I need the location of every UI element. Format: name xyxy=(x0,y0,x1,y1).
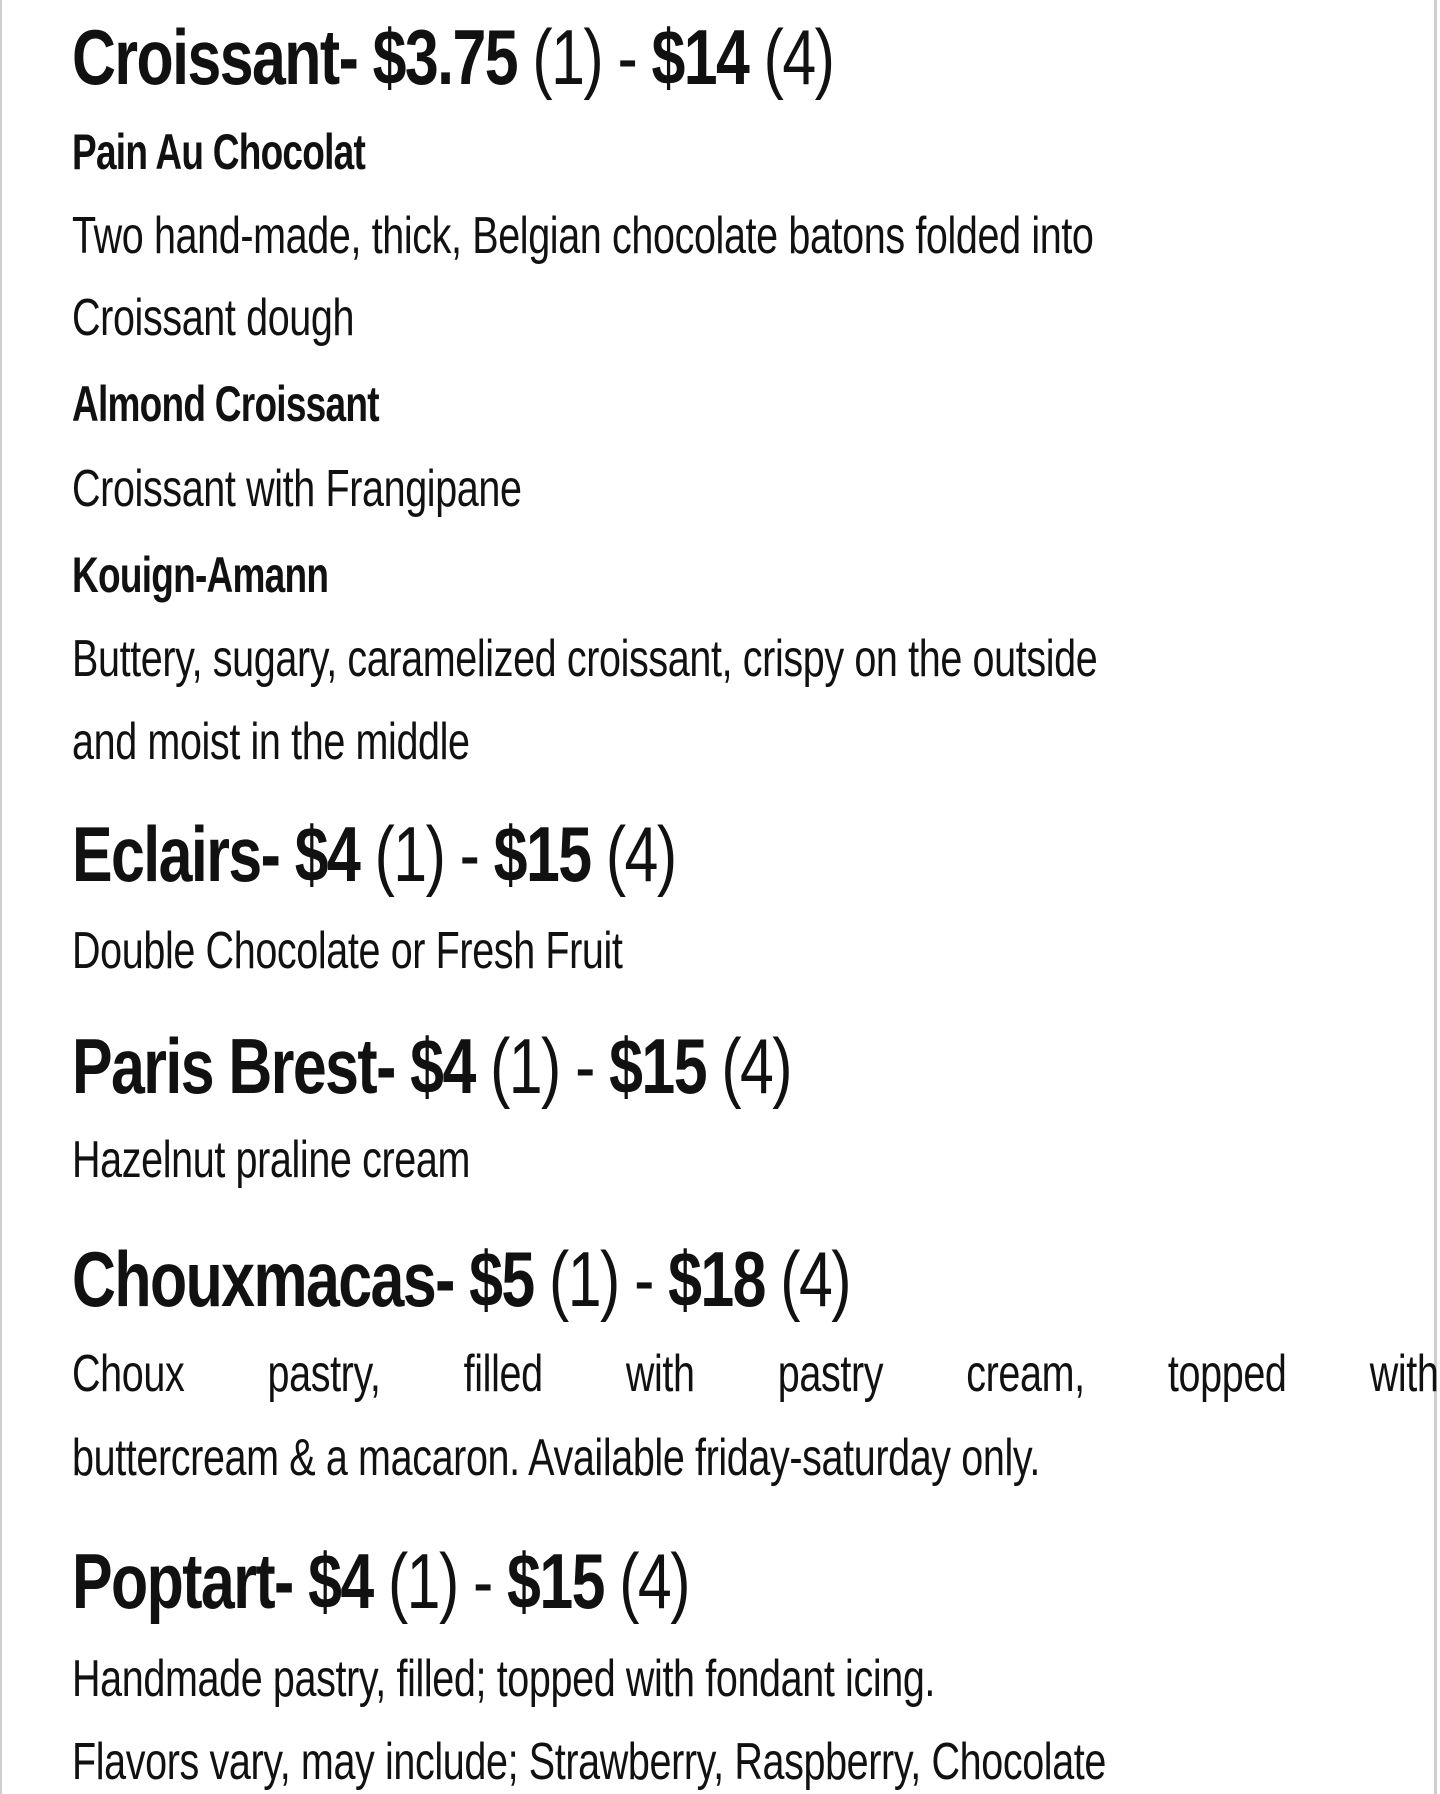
kouign-amann-title: Kouign-Amann xyxy=(72,547,329,603)
quantity-single: (1) - xyxy=(533,1235,669,1323)
price-single: $3.75 xyxy=(372,13,518,101)
croissant-heading xyxy=(72,13,834,101)
item-name: Paris Brest- xyxy=(72,1022,411,1110)
quantity-single: (1) - xyxy=(517,13,652,101)
chouxmacas-heading xyxy=(72,1235,850,1323)
description-word: Choux xyxy=(72,1345,185,1403)
kouign-amann-description: and moist in the middle xyxy=(72,713,470,771)
pain-au-chocolat-description: Two hand-made, thick, Belgian chocolate batons folded into xyxy=(72,207,1094,265)
kouign-amann-description: Buttery, sugary, caramelized croissant, crispy on the outside xyxy=(72,630,1098,688)
price-four: $14 xyxy=(651,13,749,101)
price-single: $4 xyxy=(308,1537,373,1625)
quantity-four: (4) xyxy=(705,1022,791,1110)
price-four: $15 xyxy=(493,810,591,898)
poptart-description: Flavors vary, may include; Strawberry, Raspberry, Chocolate xyxy=(72,1733,1107,1791)
quantity-four: (4) xyxy=(603,1537,689,1625)
eclairs-heading xyxy=(72,810,676,898)
description-word: pastry xyxy=(777,1345,884,1403)
price-four: $15 xyxy=(507,1537,604,1625)
description-word: filled xyxy=(463,1345,543,1403)
eclairs-description: Double Chocolate or Fresh Fruit xyxy=(72,922,623,980)
description-word: topped xyxy=(1167,1345,1287,1403)
almond-croissant-description: Croissant with Frangipane xyxy=(72,460,522,518)
quantity-four: (4) xyxy=(764,1235,850,1323)
chouxmacas-description: buttercream & a macaron. Available friday-saturday only. xyxy=(72,1429,1040,1487)
description-word: pastry, xyxy=(267,1345,381,1403)
almond-croissant-title: Almond Croissant xyxy=(72,376,379,432)
description-word: with xyxy=(1369,1345,1439,1403)
quantity-single: (1) - xyxy=(474,1022,610,1110)
price-four: $18 xyxy=(668,1235,765,1323)
item-name: Eclairs- xyxy=(72,810,295,898)
paris-brest-heading xyxy=(72,1022,791,1110)
item-name: Chouxmacas- xyxy=(72,1235,470,1323)
pain-au-chocolat-title: Pain Au Chocolat xyxy=(72,124,366,180)
chouxmacas-description-justified xyxy=(72,1345,1439,1403)
paris-brest-description: Hazelnut praline cream xyxy=(72,1131,471,1189)
quantity-four: (4) xyxy=(590,810,676,898)
poptart-heading xyxy=(72,1537,689,1625)
poptart-description: Handmade pastry, filled; topped with fondant icing. xyxy=(72,1650,936,1708)
quantity-single: (1) - xyxy=(359,810,494,898)
price-single: $5 xyxy=(469,1235,534,1323)
item-name: Poptart- xyxy=(72,1537,309,1625)
item-name: Croissant- xyxy=(72,13,373,101)
pain-au-chocolat-description: Croissant dough xyxy=(72,289,355,347)
price-single: $4 xyxy=(294,810,360,898)
price-four: $15 xyxy=(609,1022,706,1110)
quantity-single: (1) - xyxy=(372,1537,508,1625)
quantity-four: (4) xyxy=(748,13,834,101)
price-single: $4 xyxy=(410,1022,475,1110)
description-word: with xyxy=(625,1345,695,1403)
description-word: cream, xyxy=(966,1345,1085,1403)
